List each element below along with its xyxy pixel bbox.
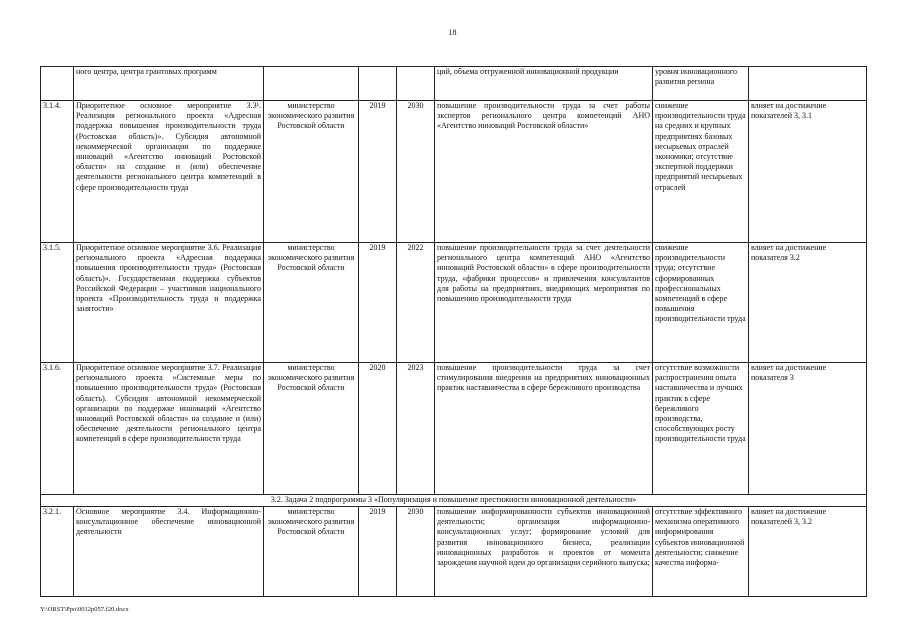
measures-table [40,66,867,597]
non-implementation-consequence: отсутствие эффективного механизма оперативного информирования субъектов инновационной деятельности; снижение качества информа- [653,507,749,597]
measure-name: Приоритетное основное мероприятие 3.7. Реализация регионального проекта «Системные меры по повышению производительности труда» (Ростовская область). Субсидия автономной некоммерческой организации по поддержке инноваций «Агентство инноваций Ростовской области» на создание и (или) обеспечение деятельности регионального центра компетенций в сфере производительности труда [74,363,264,495]
non-implementation-consequence: отсутствие возможности распространения опыта наставничества и лучших практик в сфере бережливого производства, способствующих росту производительности труда [653,363,749,495]
row-number: 3.1.5. [41,243,74,363]
measure-name: Приоритетное основное мероприятие 3.6. Реализация регионального проекта «Адресная поддержка повышения производительности труда» (Ростовская область)». Государственная поддержка субъектов Российской Федерации – участников национального проекта «Производительность труда и поддержка занятости» [74,243,264,363]
row-number: 3.1.6. [41,363,74,495]
start-year: 2019 [359,101,397,243]
indicator-link [749,67,867,101]
executor: министерство экономического развития Ростовской области [264,243,359,363]
end-year: 2023 [397,363,435,495]
non-implementation-consequence: уровня инновационного развития региона [653,67,749,101]
table-row [41,67,867,101]
expected-result: повышение производительности труда за счет стимулирования внедрения на предприятиях инновационных практик наставничества в сфере бережливого производства [435,363,653,495]
indicator-link: влияет на достижение показателей 3, 3.2 [749,507,867,597]
table-row [41,507,867,597]
end-year: 2030 [397,507,435,597]
end-year: 2030 [397,101,435,243]
end-year [397,67,435,101]
indicator-link: влияет на достижение показателей 3, 3.1 [749,101,867,243]
table-row [41,363,867,495]
start-year [359,67,397,101]
start-year: 2020 [359,363,397,495]
non-implementation-consequence: снижение производительности труда на средних и крупных предприятиях базовых несырьевых отраслей экономики; отсутствие экспертной поддержки предприятий несырьевых отраслей [653,101,749,243]
table-row [41,243,867,363]
start-year: 2019 [359,507,397,597]
indicator-link: влияет на достижение показателя 3.2 [749,243,867,363]
executor: министерство экономического развития Ростовской области [264,507,359,597]
row-number: 3.1.4. [41,101,74,243]
measure-name: Приоритетное основное мероприятие 3.3¹. Реализация регионального проекта «Адресная поддержка повышения производительности труда (Ростовская область)». Субсидия автономной некоммерческой организации по поддержке инноваций «Агентство инноваций Ростовской области» на создание и (или) обеспечение деятельности регионального центра компетенций в сфере производительности труда [74,101,264,243]
row-number: 3.2.1. [41,507,74,597]
indicator-link: влияет на достижение показателя 3 [749,363,867,495]
table-row [41,101,867,243]
end-year: 2022 [397,243,435,363]
row-number [41,67,74,101]
task-header-row [41,495,867,507]
measure-name: Основное мероприятие 3.4. Информационно-консультационное обеспечение инновационной деятельности [74,507,264,597]
executor: министерство экономического развития Ростовской области [264,101,359,243]
task-header: 3.2. Задача 2 подпрограммы 3 «Популяризация и повышение престижности инновационной деятельности» [41,495,867,507]
executor: министерство экономического развития Ростовской области [264,363,359,495]
expected-result: ций, объема отгруженной инновационной продукции [435,67,653,101]
expected-result: повышение информированности субъектов инновационной деятельности; организация информационно-консультационных услуг; формирование условий для развития инновационного бизнеса, реализации инновационных разработок и проектов от момента зарождения научной идеи до организации серийного выпуска; [435,507,653,597]
footer-file-path: Y:\ORST\Ppo\0012p057.f20.docx [40,606,129,613]
measure-name: ного центра, центра грантовых программ [74,67,264,101]
start-year: 2019 [359,243,397,363]
expected-result: повышение производительности труда за счет работы экспертов регионального центра компетенций АНО «Агентство инноваций Ростовской области» [435,101,653,243]
non-implementation-consequence: снижение производительности труда; отсутствие сформированных профессиональных компетенций в сфере повышения производительности труда [653,243,749,363]
expected-result: повышение производительности труда за счет деятельности регионального центра компетенций АНО «Агентство инноваций Ростовской области» в сфере производительности труда, «фабрики процессов» и привлечения консультантов для работы на предприятиях, внедряющих мероприятия по повышению производительности труда [435,243,653,363]
executor [264,67,359,101]
page-number: 18 [448,28,457,37]
